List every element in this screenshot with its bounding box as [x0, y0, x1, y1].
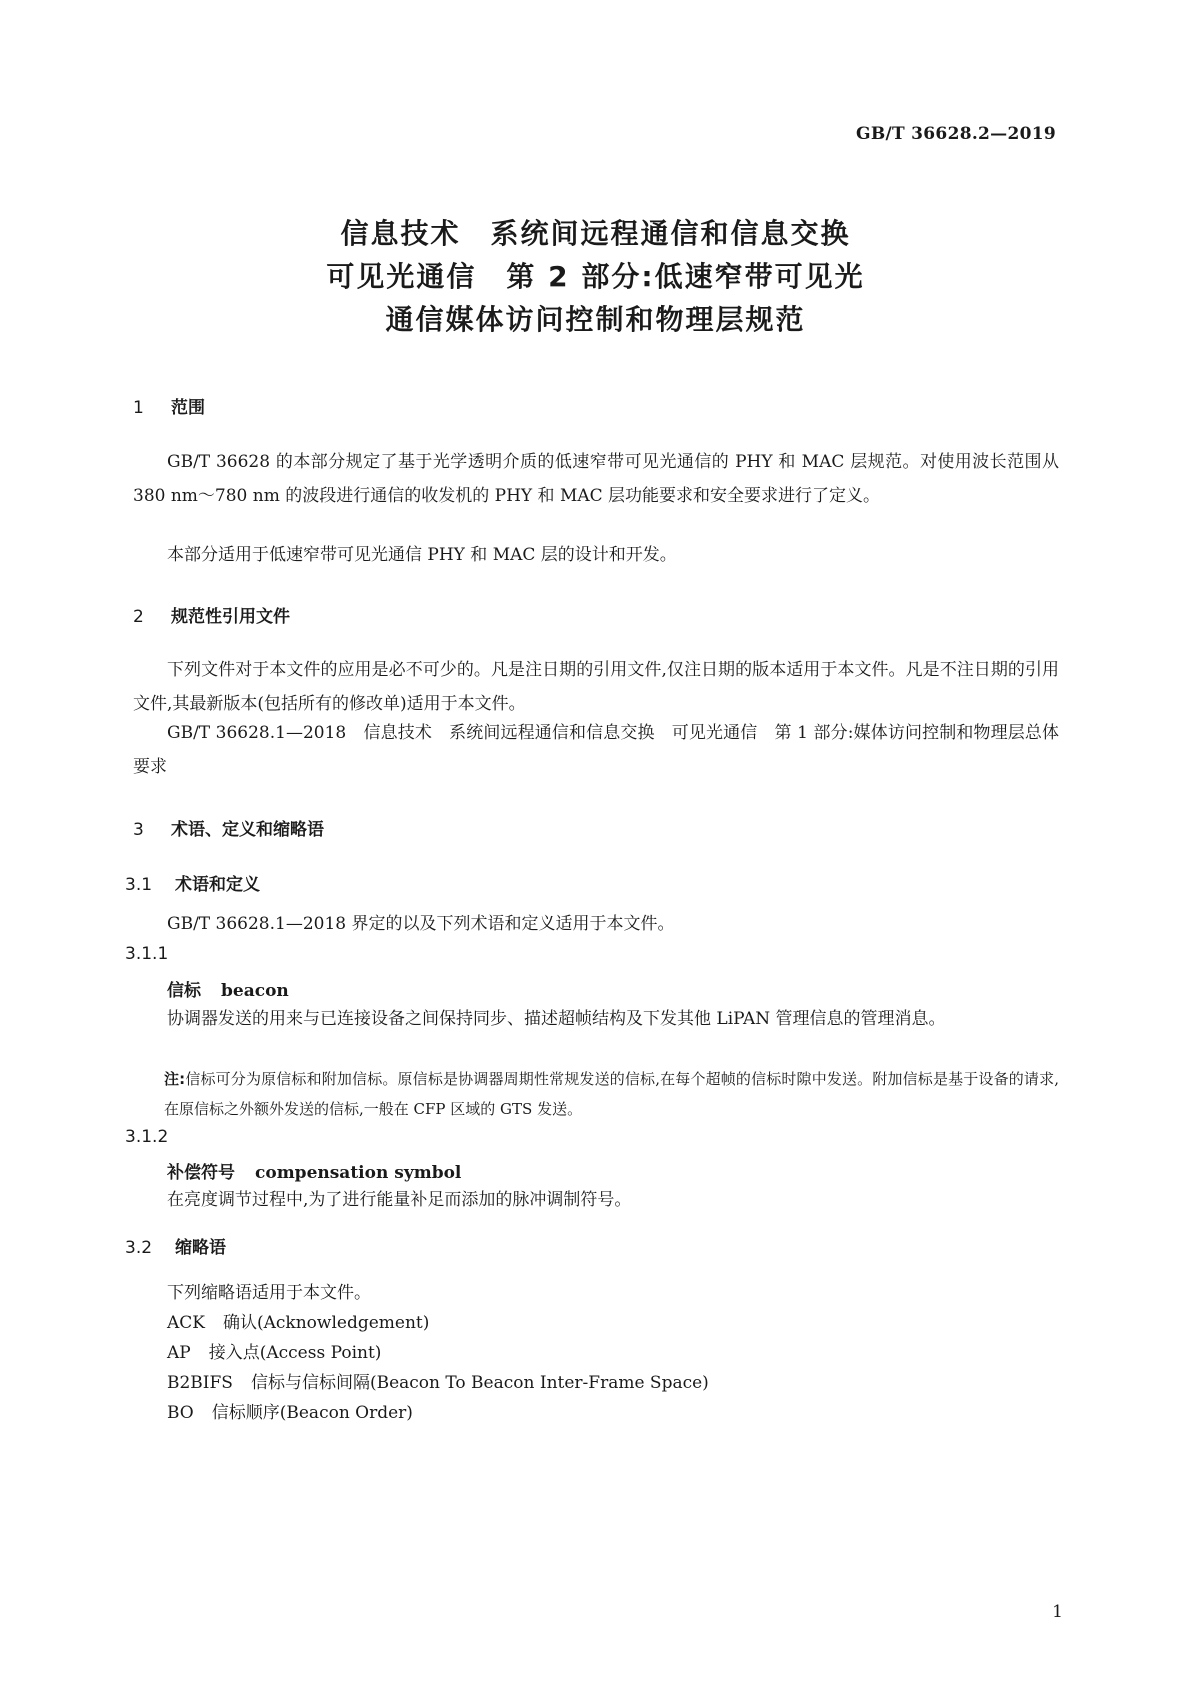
term-en: compensation symbol: [255, 1163, 462, 1183]
note-text: 信标可分为原信标和附加信标。原信标是协调器周期性常规发送的信标,在每个超帧的信标时隙中发送。附加信标是基于设备的请求,在原信标之外额外发送的信标,一般在 CFP 区域的 GTS 发送。: [164, 1070, 1059, 1118]
section-title: 规范性引用文件: [171, 607, 290, 627]
section-2-reference: GB/T 36628.1—2018 信息技术 系统间远程通信和信息交换 可见光通信 第 1 部分:媒体访问控制和物理层总体要求: [133, 723, 1059, 777]
term-heading: [167, 976, 289, 1001]
section-2-paragraph-1: 下列文件对于本文件的应用是必不可少的。凡是注日期的引用文件,仅注日期的版本适用于本文件。凡是不注日期的引用文件,其最新版本(包括所有的修改单)适用于本文件。: [133, 660, 1059, 714]
abbreviation-desc: 接入点(Access Point): [208, 1343, 382, 1363]
section-number: 2: [133, 607, 144, 627]
abbreviation-item: [167, 1338, 381, 1363]
abbreviation: B2BIFS: [167, 1373, 233, 1393]
document-title-line-2: 可见光通信 第 2 部分:低速窄带可见光: [326, 260, 865, 293]
abbreviation-item: [167, 1368, 709, 1393]
section-3-2-heading: [125, 1233, 226, 1258]
section-title: 范围: [171, 398, 205, 418]
term-heading: [167, 1158, 461, 1183]
section-1-paragraph-1: GB/T 36628 的本部分规定了基于光学透明介质的低速窄带可见光通信的 PHY 和 MAC 层规范。对使用波长范围从 380 nm～780 nm 的波段进行通信的收发机的 PHY 和 MAC 层功能要求和安全要求进行了定义。: [133, 452, 1059, 506]
section-2-heading: [133, 602, 290, 627]
abbreviation-desc: 确认(Acknowledgement): [222, 1313, 430, 1333]
section-3-2-intro: 下列缩略语适用于本文件。: [167, 1283, 371, 1303]
term-zh: 信标: [167, 981, 201, 1001]
abbreviation-desc: 信标与信标间隔(Beacon To Beacon Inter-Frame Space): [250, 1373, 709, 1393]
abbreviation-item: [167, 1398, 413, 1423]
section-number: 3.2: [125, 1238, 153, 1258]
term-number: 3.1.2: [125, 1127, 169, 1147]
abbreviation-desc: 信标顺序(Beacon Order): [211, 1403, 413, 1423]
page-number: 1: [1052, 1602, 1063, 1622]
section-3-1-heading: [125, 870, 260, 895]
note-label: 注:: [164, 1070, 186, 1088]
section-number: 3.1: [125, 875, 153, 895]
term-zh: 补偿符号: [167, 1163, 235, 1183]
term-definition: 协调器发送的用来与已连接设备之间保持同步、描述超帧结构及下发其他 LiPAN 管理信息的管理消息。: [167, 1009, 946, 1029]
document-title-line-1: 信息技术 系统间远程通信和信息交换: [340, 217, 851, 250]
standard-number: GB/T 36628.2—2019: [856, 124, 1056, 144]
section-number: 3: [133, 820, 144, 840]
document-title-line-3: 通信媒体访问控制和物理层规范: [385, 303, 806, 336]
section-number: 1: [133, 398, 144, 418]
section-1-paragraph-2: 本部分适用于低速窄带可见光通信 PHY 和 MAC 层的设计和开发。: [167, 545, 677, 565]
section-title: 缩略语: [175, 1238, 226, 1258]
section-3-heading: [133, 815, 324, 840]
abbreviation: BO: [167, 1403, 194, 1423]
section-title: 术语、定义和缩略语: [171, 820, 324, 840]
abbreviation-item: [167, 1308, 429, 1333]
term-note: [164, 1064, 1059, 1124]
abbreviation: ACK: [167, 1313, 205, 1333]
term-en: beacon: [221, 981, 289, 1001]
section-1-heading: [133, 393, 205, 418]
term-definition: 在亮度调节过程中,为了进行能量补足而添加的脉冲调制符号。: [167, 1190, 632, 1210]
section-title: 术语和定义: [175, 875, 260, 895]
abbreviation: AP: [167, 1343, 191, 1363]
section-3-1-intro: GB/T 36628.1—2018 界定的以及下列术语和定义适用于本文件。: [167, 914, 675, 934]
term-number: 3.1.1: [125, 944, 169, 964]
